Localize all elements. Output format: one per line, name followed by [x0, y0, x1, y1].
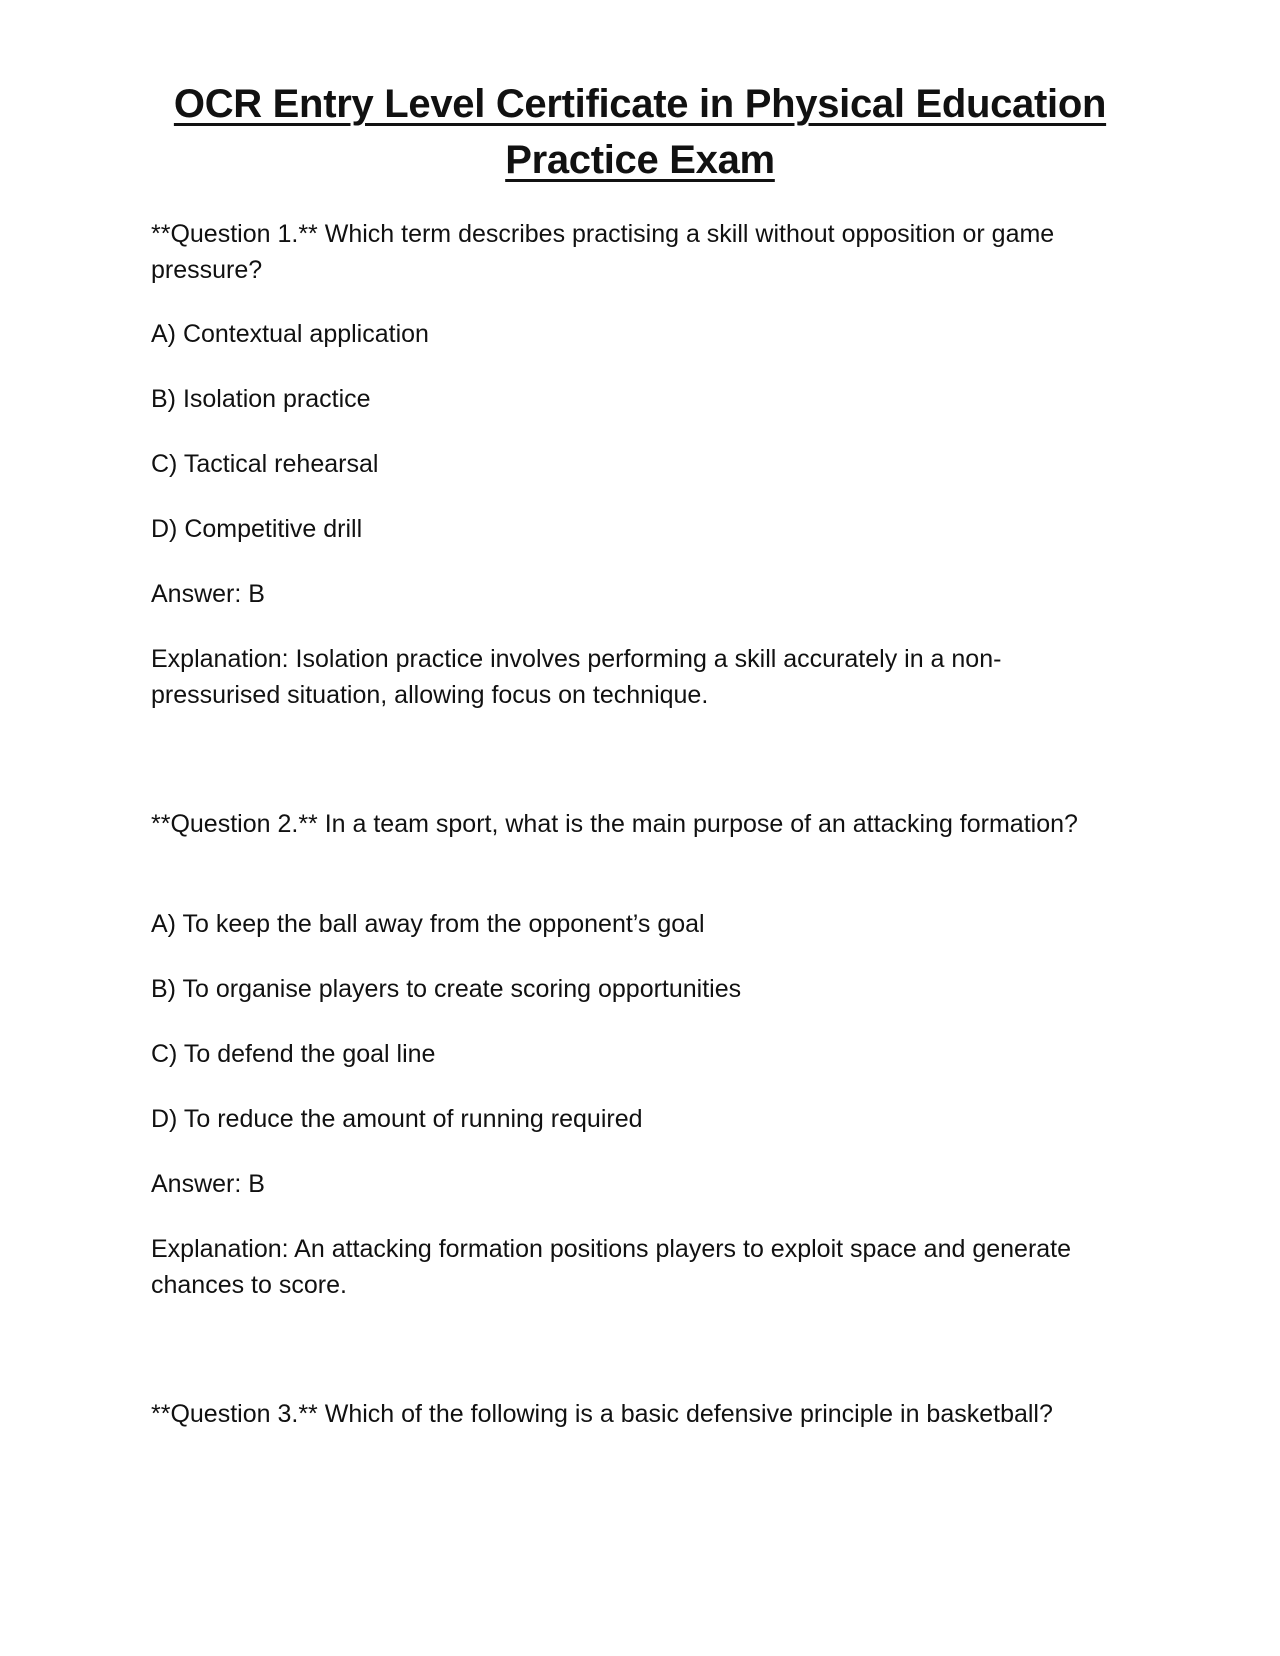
- question-1-answer: Answer: B: [151, 580, 265, 608]
- page-subtitle: [0, 132, 1280, 188]
- question-1-option-c: C) Tactical rehearsal: [151, 450, 379, 478]
- question-1-explanation: Explanation: Isolation practice involves performing a skill accurately in a non-pressurised situation, allowing focus on technique.: [151, 645, 1002, 709]
- question-1-option-d: D) Competitive drill: [151, 515, 363, 543]
- question-1-option-b: B) Isolation practice: [151, 385, 371, 413]
- title-line-2: Practice Exam: [505, 138, 775, 182]
- question-2-option-a: A) To keep the ball away from the opponent’s goal: [151, 910, 705, 938]
- title-line-1: OCR Entry Level Certificate in Physical Education: [173, 82, 1107, 126]
- question-2-option-b: B) To organise players to create scoring opportunities: [151, 975, 742, 1003]
- question-2-option-c: C) To defend the goal line: [151, 1040, 436, 1068]
- question-3-text: **Question 3.** Which of the following is a basic defensive principle in basketball?: [151, 1400, 1053, 1428]
- page-title: [0, 76, 1280, 132]
- question-2-answer: Answer: B: [151, 1170, 265, 1198]
- question-1-option-a: A) Contextual application: [151, 320, 429, 348]
- question-1-text: **Question 1.** Which term describes practising a skill without opposition or game pressure?: [151, 220, 1055, 284]
- question-2-explanation: Explanation: An attacking formation positions players to exploit space and generate chances to score.: [151, 1235, 1072, 1299]
- question-2-text: **Question 2.** In a team sport, what is the main purpose of an attacking formation?: [151, 810, 1078, 838]
- question-2-option-d: D) To reduce the amount of running required: [151, 1105, 643, 1133]
